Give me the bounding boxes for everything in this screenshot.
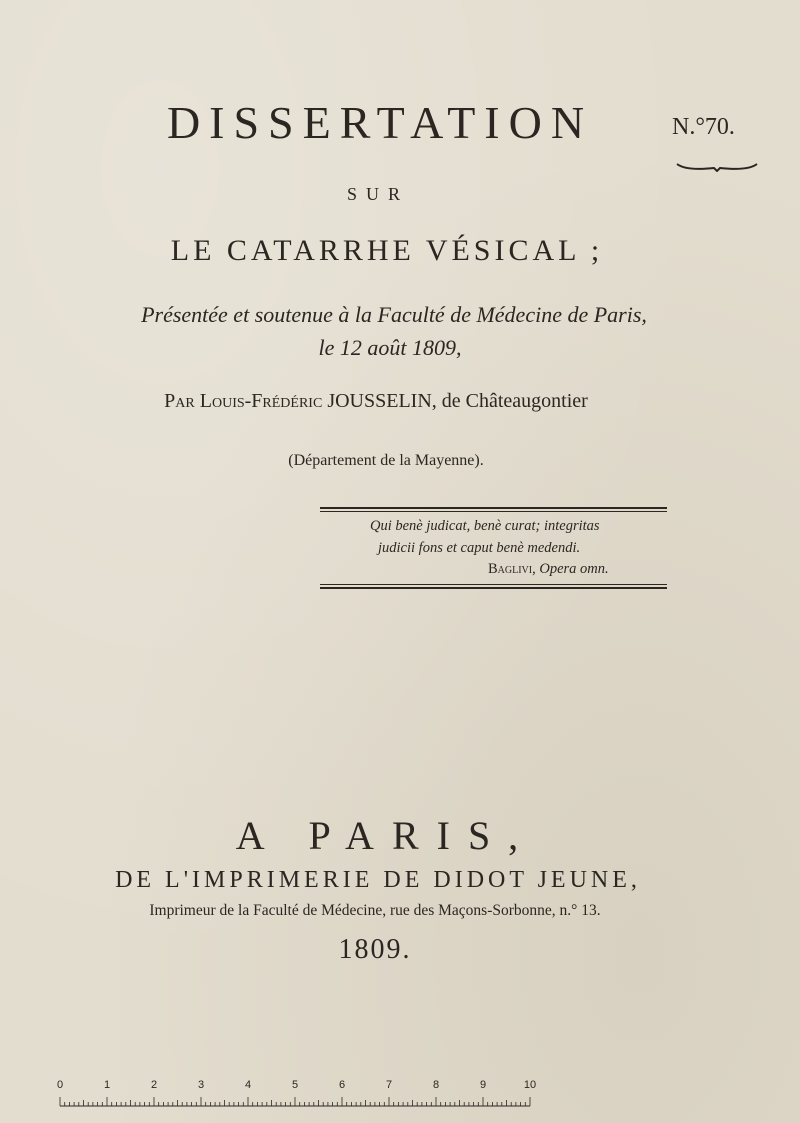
author-origin: , de Châteaugontier <box>431 390 588 412</box>
imprint-year: 1809. <box>338 934 412 965</box>
document-subject: LE CATARRHE VÉSICAL ; <box>170 234 604 267</box>
number-underline-flourish <box>676 162 758 172</box>
author-given-names: Louis-Frédéric <box>199 390 323 412</box>
ruler-label: 6 <box>338 1079 346 1091</box>
epigraph-top-rule-thin <box>320 511 667 512</box>
ruler-label: 9 <box>479 1079 487 1091</box>
epigraph-author: Baglivi <box>488 561 533 577</box>
ruler-label: 8 <box>432 1079 440 1091</box>
epigraph-work: Opera omn. <box>539 561 609 577</box>
document-number: N.°70. <box>672 114 735 140</box>
presentation-line: Présentée et soutenue à la Faculté de Médecine de Paris, <box>141 302 647 327</box>
epigraph-line-1: Qui benè judicat, benè curat; integritas <box>370 518 600 534</box>
document-title: DISSERTATION <box>166 97 594 148</box>
ruler-label: 0 <box>56 1079 64 1091</box>
imprint-city: A PARIS, <box>235 813 537 858</box>
epigraph-top-rule <box>320 507 667 509</box>
ruler-label: 10 <box>523 1079 537 1091</box>
author-surname: JOUSSELIN <box>327 390 432 412</box>
epigraph-line-2: judicii fons et caput benè medendi. <box>378 540 581 556</box>
ruler-label: 7 <box>385 1079 393 1091</box>
title-preposition: SUR <box>346 184 409 204</box>
epigraph-attribution: Baglivi, Opera omn. <box>488 561 609 577</box>
ruler-label: 4 <box>244 1079 252 1091</box>
ruler-label: 2 <box>150 1079 158 1091</box>
imprint-printer-detail: Imprimeur de la Faculté de Médecine, rue des Maçons-Sorbonne, n.° 13. <box>149 902 601 919</box>
ruler-label: 3 <box>197 1079 205 1091</box>
epigraph-bottom-rule-thin <box>320 584 667 585</box>
imprint-printer: DE L'IMPRIMERIE DE DIDOT JEUNE, <box>115 867 641 893</box>
author-line <box>0 390 776 413</box>
ruler-label: 5 <box>291 1079 299 1091</box>
scale-ruler <box>50 1076 540 1112</box>
department-line: (Département de la Mayenne). <box>288 452 484 469</box>
author-prefix: Par <box>164 390 195 412</box>
defense-date: le 12 août 1809, <box>318 335 462 360</box>
epigraph-bottom-rule <box>320 587 667 589</box>
ruler-label: 1 <box>103 1079 111 1091</box>
